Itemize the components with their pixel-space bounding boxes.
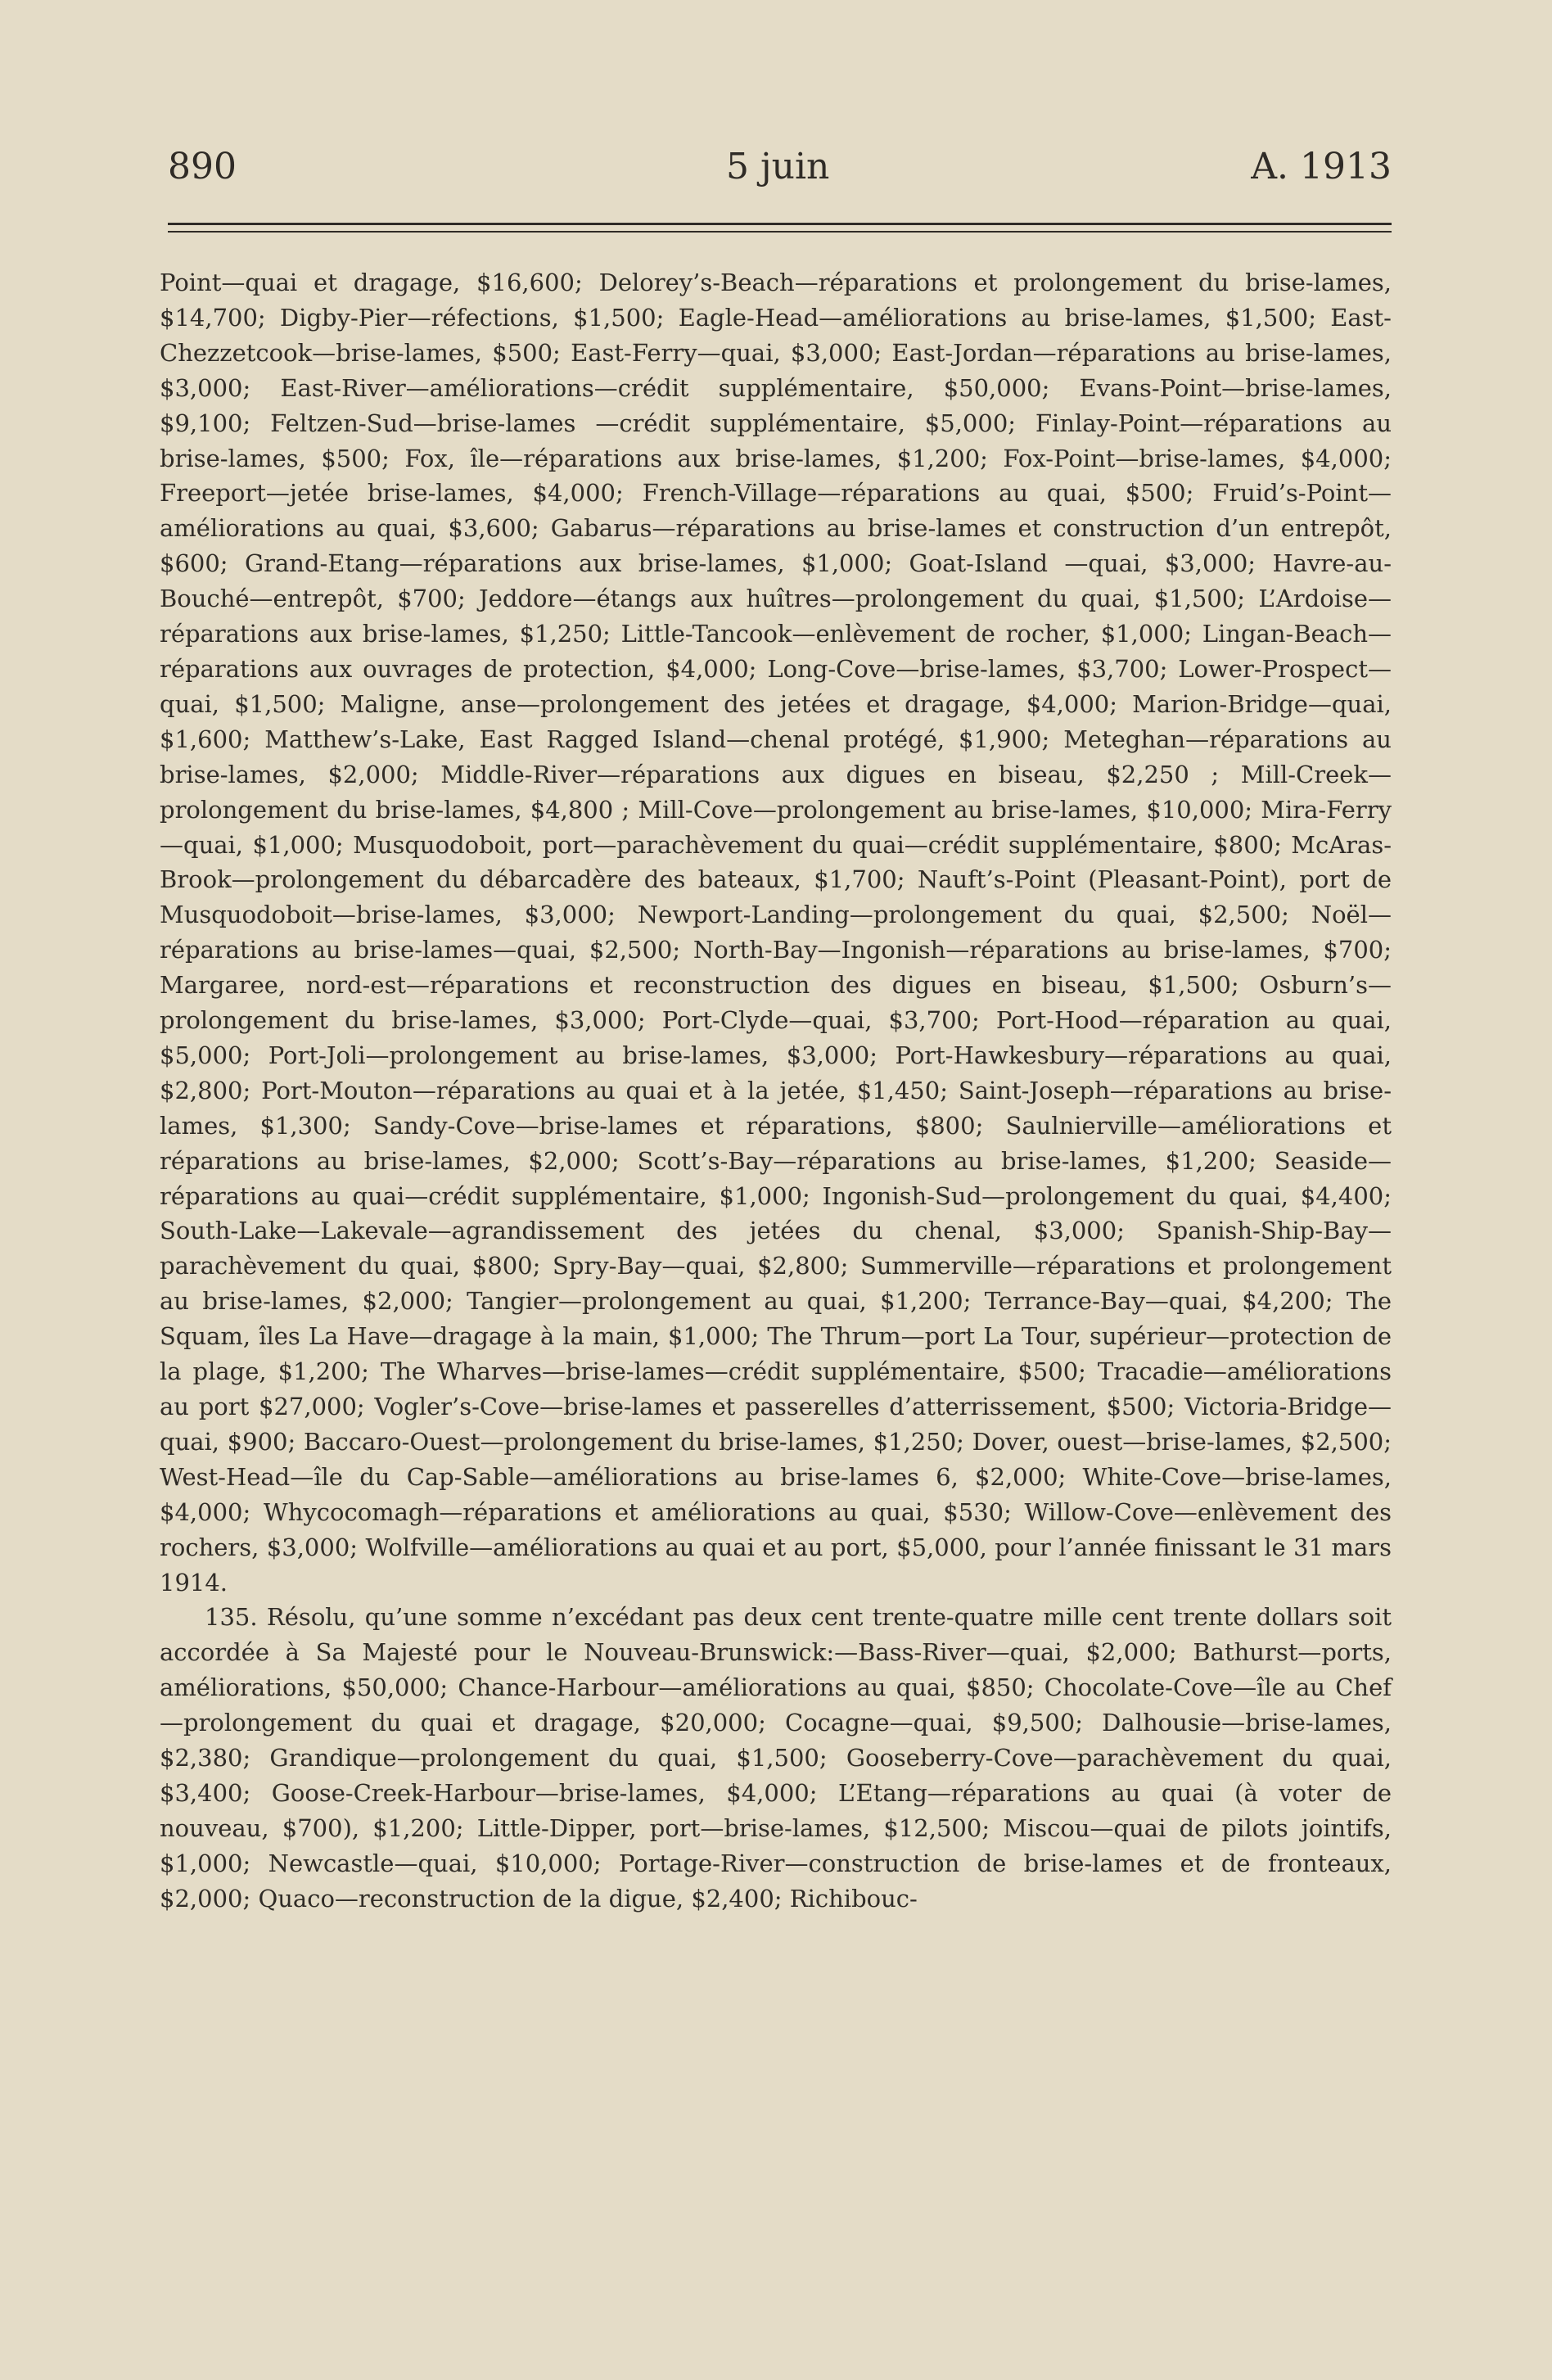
- page-header: [168, 146, 1392, 203]
- header-rule-bottom: [168, 231, 1392, 233]
- header-year: A. 1913: [1251, 146, 1392, 187]
- paragraph-continuation: Point—quai et dragage, $16,600; Delorey’s-Beach—réparations et prolongement du brise-lames, $14,700; Digby-Pier—réfections, $1,500; Eagle-Head—améliorations au brise-lames, $1,500; East-Chezzetcook—brise-lames, $500; East-Ferry—quai, $3,000; East-Jordan—réparations au brise-lames, $3,000; East-River—améliorations—crédit supplémentaire, $50,000; Evans-Point—brise-lames, $9,100; Feltzen-Sud—brise-lames —crédit supplémentaire, $5,000; Finlay-Point—réparations au brise-lames, $500; Fox, île—réparations aux brise-lames, $1,200; Fox-Point—brise-lames, $4,000; Freeport—jetée brise-lames, $4,000; French-Village—réparations au quai, $500; Fruid’s-Point—améliorations au quai, $3,600; Gabarus—réparations au brise-lames et construction d’un entrepôt, $600; Grand-Etang—réparations aux brise-lames, $1,000; Goat-Island —quai, $3,000; Havre-au-Bouché—entrepôt, $700; Jeddore—étangs aux huîtres—prolongement du quai, $1,500; L’Ardoise—réparations aux brise-lames, $1,250; Little-Tancook—enlèvement de rocher, $1,000; Lingan-Beach—réparations aux ouvrages de protection, $4,000; Long-Cove—brise-lames, $3,700; Lower-Prospect—quai, $1,500; Maligne, anse—prolongement des jetées et dragage, $4,000; Marion-Bridge—quai, $1,600; Matthew’s-Lake, East Ragged Island—chenal protégé, $1,900; Meteghan—réparations au brise-lames, $2,000; Middle-River—réparations aux digues en biseau, $2,250 ; Mill-Creek—prolongement du brise-lames, $4,800 ; Mill-Cove—prolongement au brise-lames, $10,000; Mira-Ferry—quai, $1,000; Musquodoboit, port—parachèvement du quai—crédit supplémentaire, $800; McAras-Brook—prolongement du débarcadère des bateaux, $1,700; Nauft’s-Point (Pleasant-Point), port de Musquodoboit—brise-lames, $3,000; Newport-Landing—prolongement du quai, $2,500; Noël—réparations au brise-lames—quai, $2,500; North-Bay—Ingonish—réparations au brise-lames, $700; Margaree, nord-est—réparations et reconstruction des digues en biseau, $1,500; Osburn’s—prolongement du brise-lames, $3,000; Port-Clyde—quai, $3,700; Port-Hood—réparation au quai, $5,000; Port-Joli—prolongement au brise-lames, $3,000; Port-Hawkesbury—réparations au quai, $2,800; Port-Mouton—réparations au quai et à la jetée, $1,450; Saint-Joseph—réparations au brise-lames, $1,300; Sandy-Cove—brise-lames et réparations, $800; Saulnierville—améliorations et réparations au brise-lames, $2,000; Scott’s-Bay—réparations au brise-lames, $1,200; Seaside—réparations au quai—crédit supplémentaire, $1,000; Ingonish-Sud—prolongement du quai, $4,400; South-Lake—Lakevale—agrandissement des jetées du chenal, $3,000; Spanish-Ship-Bay—parachèvement du quai, $800; Spry-Bay—quai, $2,800; Summerville—réparations et prolongement au brise-lames, $2,000; Tangier—prolongement au quai, $1,200; Terrance-Bay—quai, $4,200; The Squam, îles La Have—dragage à la main, $1,000; The Thrum—port La Tour, supérieur—protection de la plage, $1,200; The Wharves—brise-lames—crédit supplémentaire, $500; Tracadie—améliorations au port $27,000; Vogler’s-Cove—brise-lames et passerelles d’atterrissement, $500; Victoria-Bridge—quai, $900; Baccaro-Ouest—prolongement du brise-lames, $1,250; Dover, ouest—brise-lames, $2,500; West-Head—île du Cap-Sable—améliorations au brise-lames 6, $2,000; White-Cove—brise-lames, $4,000; Whycocomagh—réparations et améliorations au quai, $530; Willow-Cove—enlèvement des rochers, $3,000; Wolfville—améliorations au quai et au port, $5,000, pour l’année finissant le 31 mars 1914.: [160, 269, 1392, 1596]
- body-text: [160, 265, 1392, 1917]
- header-rule-top: [168, 223, 1392, 225]
- header-date: 5 juin: [726, 146, 830, 187]
- paragraph-resolution-135: 135. Résolu, qu’une somme n’excédant pas deux cent trente-quatre mille cent trente dollars soit accordée à Sa Majesté pour le Nouveau-Brunswick:—Bass-River—quai, $2,000; Bathurst—ports, améliorations, $50,000; Chance-Harbour—améliorations au quai, $850; Chocolate-Cove—île au Chef—prolongement du quai et dragage, $20,000; Cocagne—quai, $9,500; Dalhousie—brise-lames, $2,380; Grandique—prolongement du quai, $1,500; Gooseberry-Cove—parachèvement du quai, $3,400; Goose-Creek-Harbour—brise-lames, $4,000; L’Etang—réparations au quai (à voter de nouveau, $700), $1,200; Little-Dipper, port—brise-lames, $12,500; Miscou—quai de pilots jointifs, $1,000; Newcastle—quai, $10,000; Portage-River—construction de brise-lames et de fronteaux, $2,000; Quaco—reconstruction de la digue, $2,400; Richibouc-: [160, 1603, 1392, 1913]
- page-number: 890: [168, 146, 237, 187]
